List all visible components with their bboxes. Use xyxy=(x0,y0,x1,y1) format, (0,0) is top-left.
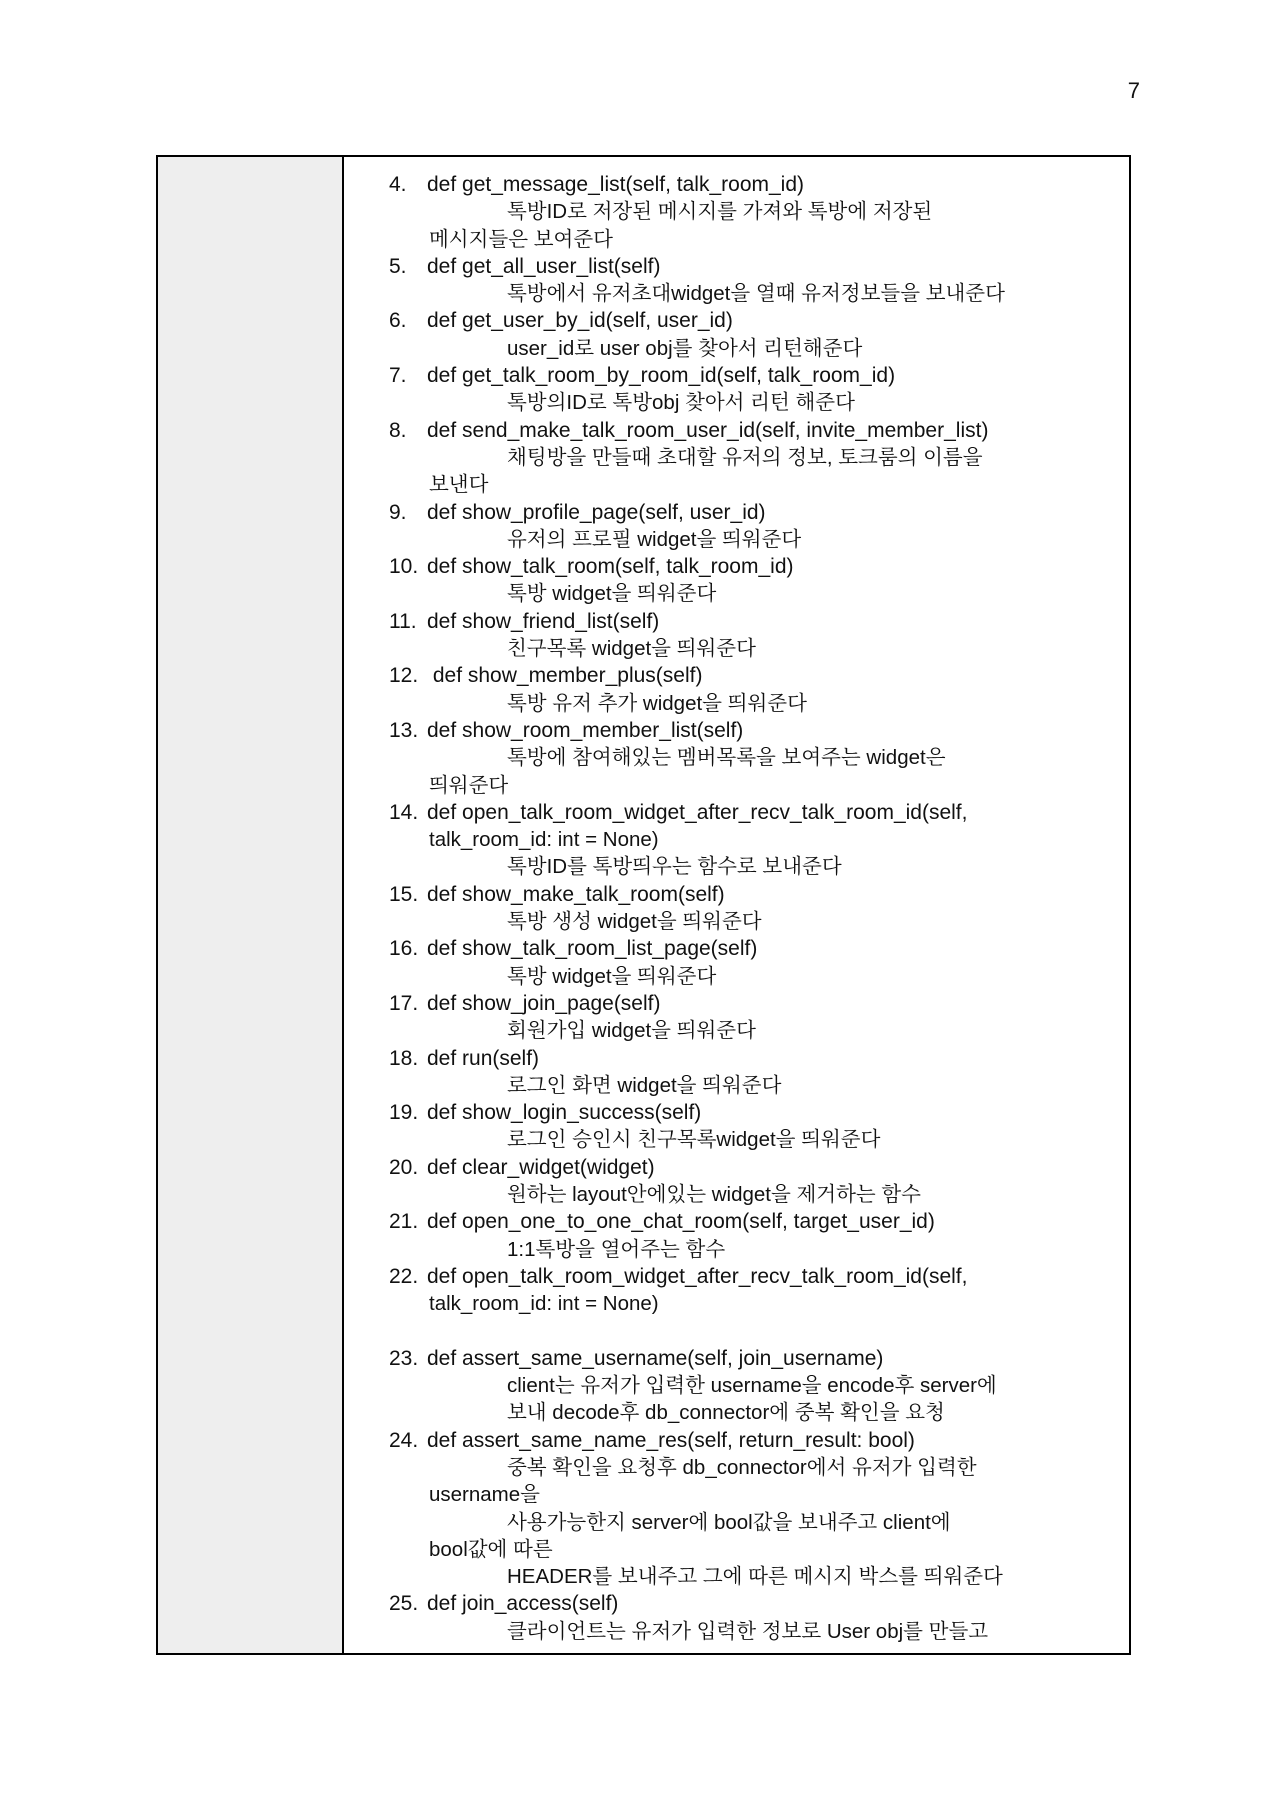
method-signature: def show_join_page(self) xyxy=(427,991,661,1015)
method-signature: def get_message_list(self, talk_room_id) xyxy=(427,173,805,196)
method-number: 14. xyxy=(389,800,419,824)
method-number: 13. xyxy=(389,718,419,742)
method-number: 16. xyxy=(389,937,419,961)
method-number: 9. xyxy=(389,500,407,524)
method-number: 12. xyxy=(389,664,419,688)
method-description: 유저의 프로필 widget을 띄워준다 xyxy=(507,527,802,551)
method-description: 중복 확인을 요청후 db_connector에서 유저가 입력한 xyxy=(507,1455,977,1479)
document-table xyxy=(156,155,1131,1655)
method-description: 톡방에서 유저초대widget을 열때 유저정보들을 보내준다 xyxy=(507,282,1005,306)
method-description: 톡방 생성 widget을 띄워준다 xyxy=(507,910,762,934)
method-item xyxy=(344,662,1129,689)
table-left-column xyxy=(158,157,344,1653)
method-number: 11. xyxy=(389,609,417,633)
method-description: 클라이언트는 유저가 입력한 정보로 User obj를 만들고 xyxy=(507,1619,989,1643)
method-description: 보내 decode후 db_connector에 중복 확인을 요청 xyxy=(507,1401,945,1425)
method-number: 23. xyxy=(389,1346,419,1370)
method-description: 톡방ID를 톡방띄우는 함수로 보내준다 xyxy=(507,855,842,879)
line-continuation: 띄워준다 xyxy=(429,773,509,797)
method-description: 톡방 유저 추가 widget을 띄워준다 xyxy=(507,691,807,715)
method-number: 25. xyxy=(389,1592,419,1616)
method-signature: def get_all_user_list(self) xyxy=(427,254,661,278)
method-description: 톡방 widget을 띄워준다 xyxy=(507,582,717,606)
method-item xyxy=(344,608,1129,635)
method-item xyxy=(344,499,1129,526)
method-description: 채팅방을 만들때 초대할 유저의 정보, 토크룸의 이름을 xyxy=(507,445,983,469)
line-continuation: username을 xyxy=(429,1483,540,1507)
method-signature: def show_talk_room(self, talk_room_id) xyxy=(427,555,794,579)
method-number: 22. xyxy=(389,1264,419,1288)
method-item xyxy=(344,990,1129,1017)
method-signature: def run(self) xyxy=(427,1046,540,1070)
method-item xyxy=(344,362,1129,389)
method-number: 18. xyxy=(389,1046,419,1070)
method-description: 사용가능한지 server에 bool값을 보내주고 client에 xyxy=(507,1510,951,1534)
method-description: user_id로 user obj를 찾아서 리턴해준다 xyxy=(507,336,863,360)
method-signature: def send_make_talk_room_user_id(self, invite_member_list) xyxy=(427,418,989,442)
method-description: client는 유저가 입력한 username을 encode후 server에 xyxy=(507,1374,997,1398)
method-number: 19. xyxy=(389,1101,419,1125)
method-signature: def open_talk_room_widget_after_recv_talk_room_id(self, xyxy=(427,800,968,824)
line-continuation: bool값에 따른 xyxy=(429,1537,553,1561)
method-number: 6. xyxy=(389,309,407,333)
method-signature: def clear_widget(widget) xyxy=(427,1155,655,1179)
method-item xyxy=(344,1099,1129,1126)
method-item xyxy=(344,881,1129,908)
method-item xyxy=(344,1154,1129,1181)
table-content-column xyxy=(344,157,1129,1653)
method-item xyxy=(344,799,1129,826)
method-signature: def show_make_talk_room(self) xyxy=(427,882,725,906)
blank-line xyxy=(344,1317,1129,1344)
line-continuation: talk_room_id: int = None) xyxy=(429,828,659,852)
method-item xyxy=(344,1208,1129,1235)
method-number: 21. xyxy=(389,1210,419,1234)
method-number: 10. xyxy=(389,555,419,579)
method-signature: def show_login_success(self) xyxy=(427,1101,702,1125)
method-number: 4. xyxy=(389,173,407,196)
method-item xyxy=(344,307,1129,334)
method-item xyxy=(344,1427,1129,1454)
method-number: 24. xyxy=(389,1428,419,1452)
method-item xyxy=(344,935,1129,962)
line-continuation: 보낸다 xyxy=(429,473,489,497)
method-signature: def show_talk_room_list_page(self) xyxy=(427,937,758,961)
method-description: 1:1톡방을 열어주는 함수 xyxy=(507,1237,726,1261)
method-number: 17. xyxy=(389,991,419,1015)
method-signature: def assert_same_username(self, join_username) xyxy=(427,1346,884,1370)
method-signature: def get_talk_room_by_room_id(self, talk_room_id) xyxy=(427,364,896,388)
method-signature: def join_access(self) xyxy=(427,1592,619,1616)
method-signature: def get_user_by_id(self, user_id) xyxy=(427,309,733,333)
method-signature: def open_one_to_one_chat_room(self, target_user_id) xyxy=(427,1210,935,1234)
method-item xyxy=(344,171,1129,198)
line-continuation: talk_room_id: int = None) xyxy=(429,1292,659,1316)
method-signature: def open_talk_room_widget_after_recv_talk_room_id(self, xyxy=(427,1264,968,1288)
method-number: 20. xyxy=(389,1155,419,1179)
method-signature: def show_profile_page(self, user_id) xyxy=(427,500,766,524)
method-description: 톡방의ID로 톡방obj 찾아서 리턴 해준다 xyxy=(507,391,855,415)
method-number: 5. xyxy=(389,254,407,278)
method-number: 15. xyxy=(389,882,419,906)
method-signature: def assert_same_name_res(self, return_result: bool) xyxy=(427,1428,915,1452)
method-description: 톡방에 참여해있는 멤버목록을 보여주는 widget은 xyxy=(507,746,946,770)
method-item xyxy=(344,417,1129,444)
method-item xyxy=(344,1263,1129,1290)
method-item xyxy=(344,1045,1129,1072)
method-number: 8. xyxy=(389,418,407,442)
method-description: 톡방 widget을 띄워준다 xyxy=(507,964,717,988)
line-continuation: 메시지들은 보여준다 xyxy=(429,227,613,251)
method-description: 친구목록 widget을 띄워준다 xyxy=(507,637,756,661)
method-signature: def show_member_plus(self) xyxy=(427,664,703,688)
method-description: 로그인 화면 widget을 띄워준다 xyxy=(507,1073,782,1097)
method-number: 7. xyxy=(389,364,407,388)
method-item xyxy=(344,1590,1129,1617)
method-item xyxy=(344,717,1129,744)
method-item xyxy=(344,1345,1129,1372)
method-signature: def show_room_member_list(self) xyxy=(427,718,744,742)
method-description: 로그인 승인시 친구목록widget을 띄워준다 xyxy=(507,1128,881,1152)
method-description: 회원가입 widget을 띄워준다 xyxy=(507,1019,756,1043)
method-item xyxy=(344,253,1129,280)
method-item xyxy=(344,553,1129,580)
method-description: 톡방ID로 저장된 메시지를 가져와 톡방에 저장된 xyxy=(507,200,933,224)
page-number: 7 xyxy=(1127,78,1140,103)
method-description: 원하는 layout안에있는 widget을 제거하는 함수 xyxy=(507,1182,921,1206)
method-signature: def show_friend_list(self) xyxy=(427,609,660,633)
method-description: HEADER를 보내주고 그에 따른 메시지 박스를 띄워준다 xyxy=(507,1565,1003,1589)
